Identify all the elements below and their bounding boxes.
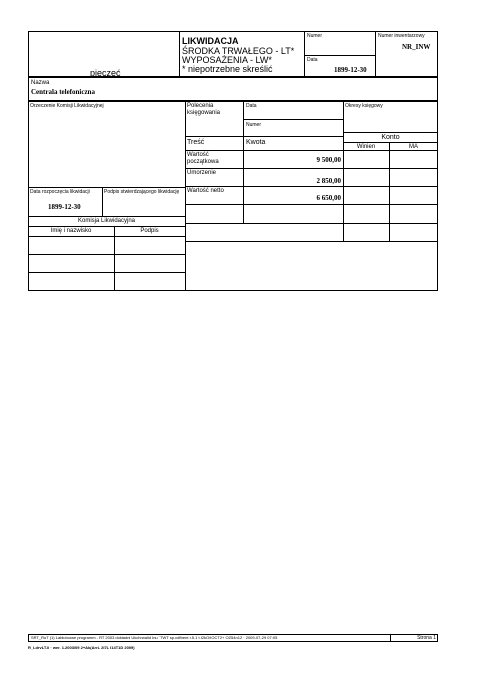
inventory-value: NR_INW bbox=[402, 43, 431, 51]
value-rows-top bbox=[185, 150, 438, 151]
header-divider bbox=[179, 31, 180, 77]
software-line: SRT_RoT (1) Lablutoowe programm - RT 2003 dokładni Ukchrwalid Inu ¨TWT sp.cdftrent r.5.1 t.I2kO/IOCT2+ OZ54n12 · 2009-07-29 07:05 bbox=[31, 635, 278, 640]
commission-label: Komisja Likwidacyjna bbox=[77, 218, 136, 224]
account-label: Konto bbox=[381, 134, 400, 141]
start-row-top bbox=[28, 187, 185, 188]
date-value: 1899-12-30 bbox=[334, 66, 367, 74]
accounting-entries-label: Okresy księgowy bbox=[345, 103, 383, 109]
credit-label: MA bbox=[409, 144, 418, 150]
number-divider bbox=[304, 31, 305, 77]
row-3-top bbox=[185, 186, 438, 187]
row-4-top bbox=[185, 204, 438, 205]
posting-number-top bbox=[243, 119, 343, 120]
depreciation-amount: 2 850,00 bbox=[316, 177, 341, 185]
name-value: Centrala telefoniczna bbox=[31, 88, 95, 96]
inventory-divider bbox=[375, 31, 376, 77]
page-label: Strona 1 bbox=[417, 635, 436, 641]
sign-col-header: Podpis bbox=[140, 228, 159, 234]
date-divider bbox=[304, 55, 375, 56]
content-label: Treść bbox=[187, 139, 205, 146]
posting-date-label: Data bbox=[246, 103, 257, 109]
inventory-label: Numer inwentarzowy bbox=[378, 33, 425, 39]
depreciation-label: Umorzenie bbox=[187, 170, 217, 176]
commission-row-top bbox=[28, 216, 185, 217]
title-note: * niepotrzebne skreślić bbox=[182, 64, 273, 74]
title-line3: WYPOSAŻENIA - LW* bbox=[182, 55, 272, 65]
footer-divider bbox=[390, 634, 391, 642]
posting-number-label: Numer bbox=[246, 122, 262, 128]
debit-label: Winien bbox=[356, 144, 376, 150]
account-row-top bbox=[343, 132, 438, 133]
number-label: Numer bbox=[307, 33, 323, 39]
initial-value-label: Wartość początkowa bbox=[187, 152, 219, 165]
title-line2: ŚRODKA TRWAŁEGO - LT* bbox=[182, 46, 295, 56]
body-divider bbox=[185, 101, 186, 291]
value-col-divider bbox=[343, 150, 344, 241]
commission-col-divider bbox=[114, 226, 115, 291]
account-col-divider bbox=[389, 142, 390, 241]
commission-row-1 bbox=[28, 236, 185, 237]
row-6-top bbox=[185, 241, 438, 242]
signature-confirm-label: Podpis stwierdzającego likwidację bbox=[104, 189, 180, 195]
version-line: R_LdrvLT.ii · wer. 1.2003/09 2+Ak(ArrL 2I7L I14T1D 2009) bbox=[28, 645, 135, 650]
row-2-top bbox=[185, 168, 438, 169]
liquidation-start-value: 1899-12-30 bbox=[48, 203, 81, 211]
commission-head-top bbox=[28, 226, 185, 227]
commission-assessment-label: Orzeczenie Komisji Likwidacyjnej bbox=[30, 103, 104, 109]
net-value-label: Wartość netto bbox=[187, 188, 224, 194]
amount-label: Kwota bbox=[246, 139, 266, 146]
content-row-top bbox=[185, 136, 343, 137]
start-row-divider bbox=[102, 187, 103, 216]
initial-value-amount: 9 500,00 bbox=[316, 156, 341, 164]
name-col-header: Imię i nazwisko bbox=[50, 228, 92, 234]
debit-credit-top bbox=[343, 142, 438, 143]
posting-order-label: Polecenia księgowania bbox=[187, 103, 221, 116]
commission-row-2 bbox=[28, 254, 185, 255]
title-line1: LIKWIDACJA bbox=[182, 36, 239, 46]
net-value-amount: 6 650,00 bbox=[316, 194, 341, 202]
commission-row-3 bbox=[28, 272, 185, 273]
row-5-top bbox=[185, 223, 438, 224]
liquidation-start-label: Data rozpoczęcia likwidacji bbox=[30, 189, 90, 195]
body-frame bbox=[28, 101, 438, 291]
stamp-label: pieczęć bbox=[90, 68, 121, 78]
name-label: Nazwa bbox=[31, 80, 50, 86]
date-label: Data bbox=[307, 57, 318, 63]
